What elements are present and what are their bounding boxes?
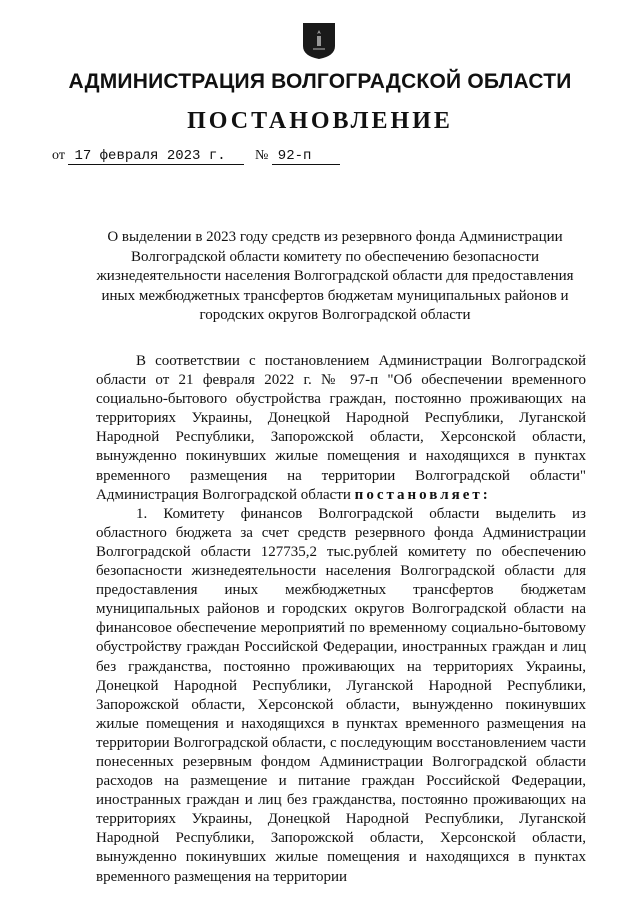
document-meta <box>52 148 340 165</box>
document-date: 17 февраля 2023 г. <box>68 148 244 165</box>
date-prefix: от <box>52 148 65 163</box>
number-prefix: № <box>254 148 269 163</box>
preamble-text: В соответствии с постановлением Администрации Волгоградской области от 21 февраля 2022 г. № 97-п "Об обеспечении временного социально-бытового обустройства граждан, постоянно проживающих на территориях Украины, Донецкой Народной Республики, Луганской Народной Республики, Запорожской области, Херсонской области, вынужденно покинувших жилые помещения и находящихся в пунктах временного размещения на территории Волгоградской области" Администрация Волгоградской области <box>96 353 586 503</box>
coat-of-arms-icon <box>302 22 336 60</box>
organization-name: АДМИНИСТРАЦИЯ ВОЛГОГРАДСКОЙ ОБЛАСТИ <box>68 70 572 93</box>
document-subject: О выделении в 2023 году средств из резервного фонда Администрации Волгоградской области комитету по обеспечению безопасности жизнедеятельности населения Волгоградской области для предоставления иных межбюджетных трансфертов бюджетам муниципальных районов и городских округов Волгоградской области <box>96 229 574 323</box>
decree-word: постановляет: <box>354 486 491 503</box>
document-number: 92-п <box>272 148 340 165</box>
document-body <box>96 352 586 887</box>
document-title: ПОСТАНОВЛЕНИЕ <box>187 108 453 134</box>
item-1-paragraph: 1. Комитету финансов Волгоградской области выделить из областного бюджета за счет средств резервного фонда Администрации Волгоградской области 127735,2 тыс.рублей комитету по обеспечению безопасности жизнедеятельности населения Волгоградской области для предоставления иных межбюджетных трансфертов бюджетам муниципальных районов и городских округов Волгоградской области на финансовое обеспечение мероприятий по временному социально-бытовому обустройству граждан Российской Федерации, иностранных граждан и лиц без гражданства, постоянно проживающих на территориях Украины, Донецкой Народной Республики, Луганской Народной Республики, Запорожской области, Херсонской области, вынужденно покинувших жилые помещения и находящихся в пунктах временного размещения на территории Волгоградской области, с последующим восстановлением части понесенных резервным фондом Администрации Волгоградской области расходов на размещение и питание граждан Российской Федерации, иностранных граждан и лиц без гражданства, постоянно проживающих на территориях Украины, Донецкой Народной Республики, Луганской Народной Республики, Запорожской области, Херсонской области, вынужденно покинувших жилые помещения и находящихся в пунктах временного размещения на территории <box>96 505 586 885</box>
preamble-paragraph <box>96 352 586 505</box>
